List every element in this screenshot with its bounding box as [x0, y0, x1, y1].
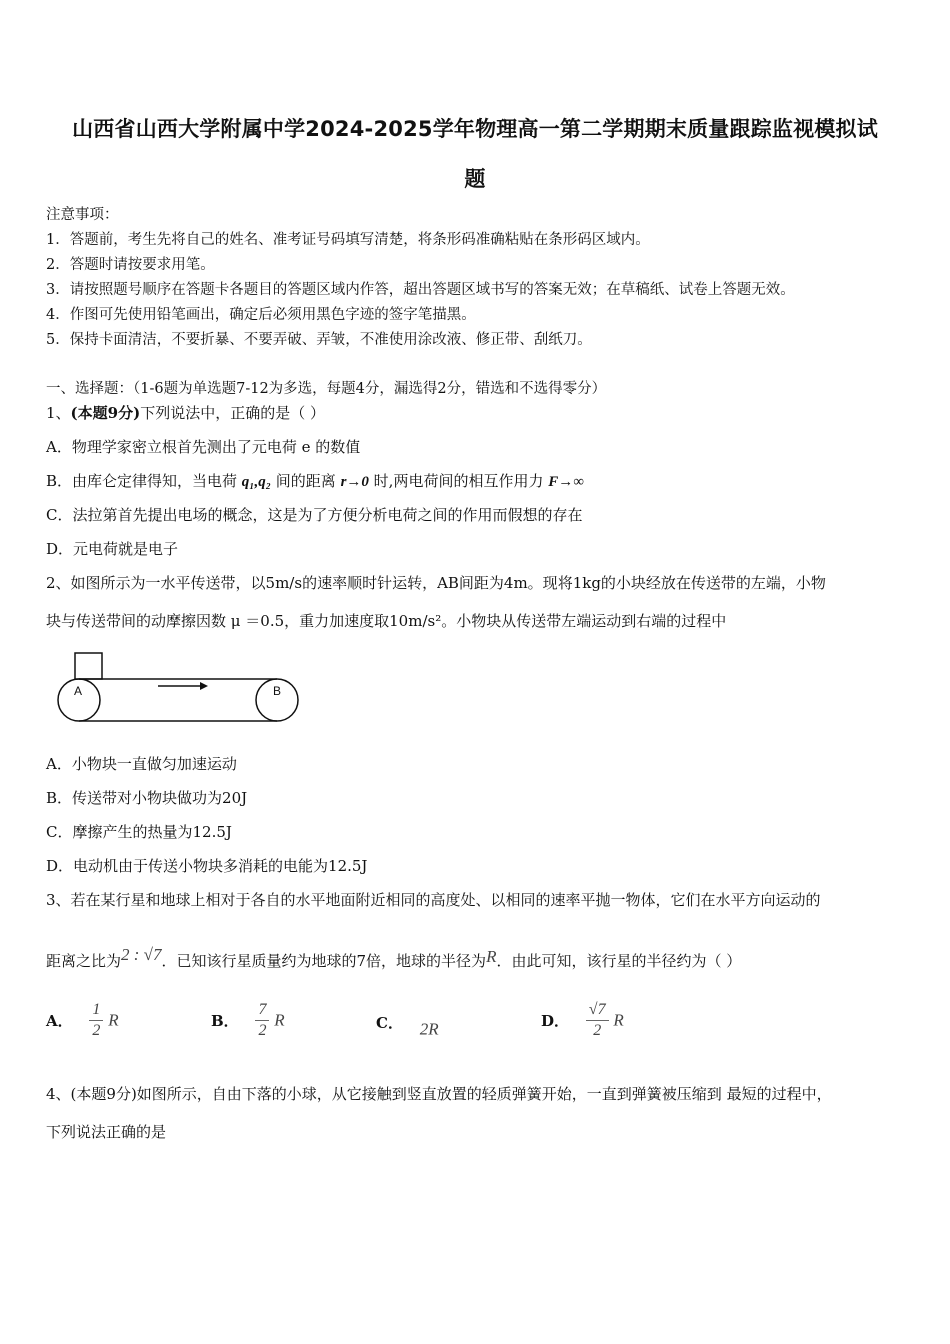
- q1-b-force: F→∞: [548, 474, 584, 490]
- q1-points: (本题9分): [70, 404, 141, 422]
- block-icon: [75, 653, 102, 679]
- option-label: B．: [211, 1012, 239, 1030]
- arrow-head-icon: [200, 682, 208, 690]
- option-value: 2R: [419, 1019, 439, 1039]
- notice-item: 4．作图可先使用铅笔画出，确定后必须用黑色字迹的签字笔描黑。: [46, 307, 476, 323]
- q3-stem-line1: 3、若在某行星和地球上相对于各自的水平地面附近相同的高度处、以相同的速率平抛一物体，它们在水平方向运动的: [46, 891, 821, 909]
- q3-option-d: [541, 1000, 624, 1041]
- denominator: 2: [593, 1022, 602, 1039]
- q3-ratio: 2 : √7: [121, 945, 162, 964]
- q3-text: 距离之比为: [46, 952, 122, 970]
- q4-stem-line2: 下列说法正确的是: [46, 1123, 167, 1141]
- q3-text2: ．已知该行星质量约为地球的7倍，地球的半径为: [161, 952, 487, 970]
- pulley-a-label: A: [74, 684, 83, 698]
- notice-item: 1．答题前，考生先将自己的姓名、准考证号码填写清楚，将条形码准确粘贴在条形码区域内。: [46, 232, 650, 248]
- q3-option-b: [211, 1000, 285, 1041]
- q2-option-d: D．电动机由于传送小物块多消耗的电能为12.5J: [46, 857, 368, 875]
- q3-option-c: [376, 1012, 439, 1040]
- q3-stem-line2: [46, 945, 741, 971]
- notice-item: 2．答题时请按要求用笔。: [46, 257, 215, 273]
- q1-option-b: [46, 470, 584, 491]
- q1-b-text3: 时,两电荷间的相互作用力: [368, 472, 549, 490]
- page-title: 山西省山西大学附属中学2024-2025学年物理高一第二学期期末质量跟踪监视模拟试: [72, 117, 878, 141]
- option-label: A．: [46, 1012, 73, 1030]
- q4-stem-line1: 4、(本题9分)如图所示，自由下落的小球，从它接触到竖直放置的轻质弹簧开始，一直到弹簧被压缩到 最短的过程中，: [46, 1085, 832, 1103]
- q3-options: [46, 1000, 666, 1060]
- notice-item: 3．请按照题号顺序在答题卡各题目的答题区域内作答，超出答题区域书写的答案无效；在草稿纸、试卷上答题无效。: [46, 282, 795, 298]
- radius-symbol: R: [108, 1010, 119, 1030]
- option-label: D．: [541, 1012, 570, 1030]
- notice-header: 注意事项：: [46, 207, 119, 223]
- numerator: √7: [586, 1000, 609, 1021]
- q2-option-a: A．小物块一直做匀加速运动: [46, 755, 237, 773]
- q3-option-a: [46, 1000, 119, 1041]
- q2-stem-line2: 块与传送带间的动摩擦因数 μ ＝0.5，重力加速度取10m/s²。小物块从传送带左端运动到右端的过程中: [46, 612, 727, 630]
- conveyor-belt-figure: [55, 648, 305, 728]
- fraction: [255, 1000, 269, 1041]
- q2-stem-line1: 2、如图所示为一水平传送带，以5m/s的速率顺时针运转，AB间距为4m。现将1kg的小块经放在传送带的左端，小物: [46, 574, 826, 592]
- q1-stem: [46, 402, 325, 423]
- q1-text: 下列说法中，正确的是（ ）: [140, 404, 325, 422]
- q1-option-a: A．物理学家密立根首先测出了元电荷 e 的数值: [46, 438, 361, 456]
- q1-b-text: B．由库仑定律得知，当电荷: [46, 472, 242, 490]
- page-title-cont: 题: [464, 167, 486, 191]
- notice-item: 5．保持卡面清洁，不要折暴、不要弄破、弄皱，不准使用涂改液、修正带、刮纸刀。: [46, 332, 592, 348]
- section-heading: 一、选择题：（1-6题为单选题7-12为多选，每题4分，漏选得2分，错选和不选得零分）: [46, 381, 607, 397]
- numerator: 7: [255, 1000, 269, 1021]
- radius-symbol: R: [274, 1010, 285, 1030]
- radius-symbol: R: [613, 1010, 624, 1030]
- pulley-b-label: B: [273, 684, 282, 698]
- q3-text3: ．由此可知，该行星的半径约为（ ）: [496, 952, 742, 970]
- fraction: [586, 1000, 609, 1041]
- numerator: 1: [89, 1000, 103, 1021]
- q1-number: 1、: [46, 404, 71, 422]
- q3-radius-symbol: R: [486, 947, 497, 966]
- q1-b-charges: q₁,q₂: [241, 474, 272, 490]
- q2-option-b: B．传送带对小物块做功为20J: [46, 789, 248, 807]
- option-label: C．: [376, 1014, 403, 1032]
- q1-b-text2: 间的距离: [271, 472, 341, 490]
- denominator: 2: [258, 1022, 267, 1039]
- denominator: 2: [92, 1022, 101, 1039]
- q2-option-c: C．摩擦产生的热量为12.5J: [46, 823, 232, 841]
- q1-option-d: D．元电荷就是电子: [46, 540, 179, 558]
- fraction: [89, 1000, 103, 1041]
- q1-b-distance: r→0: [340, 474, 369, 490]
- q1-option-c: C．法拉第首先提出电场的概念，这是为了方便分析电荷之间的作用而假想的存在: [46, 506, 583, 524]
